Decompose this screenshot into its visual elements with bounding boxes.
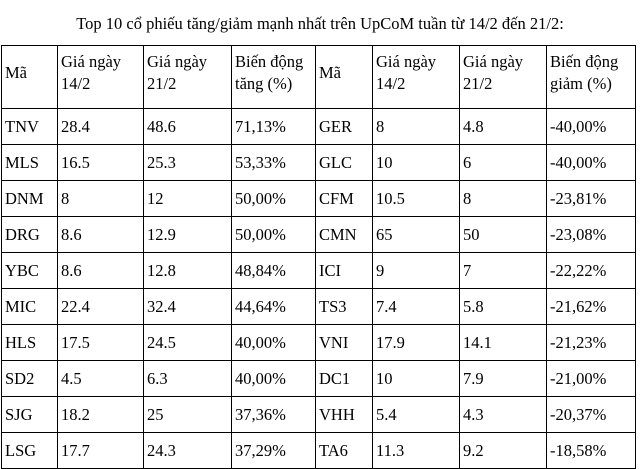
gain-code-cell: DNM bbox=[2, 181, 58, 217]
loss-code-cell: DC1 bbox=[316, 361, 373, 397]
loss-price-1402-cell: 10.5 bbox=[373, 181, 460, 217]
gain-change-cell: 40,00% bbox=[232, 361, 316, 397]
header-price-1402-loss: Giá ngày 14/2 bbox=[373, 46, 460, 109]
gain-change-cell: 37,36% bbox=[232, 397, 316, 433]
gain-price-1402-cell: 4.5 bbox=[58, 361, 144, 397]
loss-price-2102-cell: 5.8 bbox=[460, 289, 547, 325]
loss-price-1402-cell: 5.4 bbox=[373, 397, 460, 433]
table-title: Top 10 cổ phiếu tăng/giảm mạnh nhất trên UpCoM tuần từ 14/2 đến 21/2: bbox=[76, 14, 564, 33]
loss-code-cell: ICI bbox=[316, 253, 373, 289]
loss-code-cell: CMN bbox=[316, 217, 373, 253]
loss-price-2102-cell: 50 bbox=[460, 217, 547, 253]
loss-code-cell: GLC bbox=[316, 145, 373, 181]
gain-price-1402-cell: 22.4 bbox=[58, 289, 144, 325]
loss-price-2102-cell: 7.9 bbox=[460, 361, 547, 397]
loss-code-cell: GER bbox=[316, 109, 373, 145]
gain-code-cell: YBC bbox=[2, 253, 58, 289]
gain-price-2102-cell: 6.3 bbox=[144, 361, 232, 397]
gain-code-cell: LSG bbox=[2, 433, 58, 469]
gain-code-cell: SJG bbox=[2, 397, 58, 433]
loss-price-1402-cell: 10 bbox=[373, 145, 460, 181]
loss-change-cell: -21,62% bbox=[547, 289, 636, 325]
header-row bbox=[2, 46, 636, 109]
gain-change-cell: 40,00% bbox=[232, 325, 316, 361]
loss-change-cell: -40,00% bbox=[547, 109, 636, 145]
gain-price-2102-cell: 12.8 bbox=[144, 253, 232, 289]
table-row bbox=[2, 145, 636, 181]
loss-code-cell: CFM bbox=[316, 181, 373, 217]
loss-change-cell: -23,81% bbox=[547, 181, 636, 217]
loss-price-2102-cell: 6 bbox=[460, 145, 547, 181]
gain-change-cell: 71,13% bbox=[232, 109, 316, 145]
gain-code-cell: TNV bbox=[2, 109, 58, 145]
gain-price-2102-cell: 48.6 bbox=[144, 109, 232, 145]
loss-price-1402-cell: 9 bbox=[373, 253, 460, 289]
table-row bbox=[2, 109, 636, 145]
loss-price-1402-cell: 7.4 bbox=[373, 289, 460, 325]
header-code-loss: Mã bbox=[316, 46, 373, 109]
gain-code-cell: DRG bbox=[2, 217, 58, 253]
gain-price-2102-cell: 32.4 bbox=[144, 289, 232, 325]
gain-code-cell: SD2 bbox=[2, 361, 58, 397]
gain-code-cell: HLS bbox=[2, 325, 58, 361]
loss-price-2102-cell: 4.8 bbox=[460, 109, 547, 145]
gain-price-2102-cell: 25 bbox=[144, 397, 232, 433]
gain-change-cell: 50,00% bbox=[232, 181, 316, 217]
loss-price-2102-cell: 8 bbox=[460, 181, 547, 217]
loss-change-cell: -21,00% bbox=[547, 361, 636, 397]
loss-change-cell: -22,22% bbox=[547, 253, 636, 289]
table-row bbox=[2, 253, 636, 289]
table-row bbox=[2, 289, 636, 325]
gain-change-cell: 44,64% bbox=[232, 289, 316, 325]
gain-change-cell: 48,84% bbox=[232, 253, 316, 289]
loss-change-cell: -23,08% bbox=[547, 217, 636, 253]
gain-change-cell: 37,29% bbox=[232, 433, 316, 469]
loss-code-cell: TA6 bbox=[316, 433, 373, 469]
gain-price-1402-cell: 17.7 bbox=[58, 433, 144, 469]
table-row bbox=[2, 181, 636, 217]
loss-change-cell: -18,58% bbox=[547, 433, 636, 469]
table-row bbox=[2, 433, 636, 469]
header-code-gain: Mã bbox=[2, 46, 58, 109]
loss-price-2102-cell: 4.3 bbox=[460, 397, 547, 433]
gain-price-2102-cell: 24.3 bbox=[144, 433, 232, 469]
table-row bbox=[2, 217, 636, 253]
loss-price-2102-cell: 14.1 bbox=[460, 325, 547, 361]
loss-change-cell: -21,23% bbox=[547, 325, 636, 361]
gain-change-cell: 50,00% bbox=[232, 217, 316, 253]
header-change-gain: Biến động tăng (%) bbox=[232, 46, 316, 109]
table-row bbox=[2, 397, 636, 433]
gain-change-cell: 53,33% bbox=[232, 145, 316, 181]
loss-price-1402-cell: 65 bbox=[373, 217, 460, 253]
loss-price-1402-cell: 11.3 bbox=[373, 433, 460, 469]
gain-price-1402-cell: 18.2 bbox=[58, 397, 144, 433]
gain-price-2102-cell: 12.9 bbox=[144, 217, 232, 253]
gain-price-2102-cell: 24.5 bbox=[144, 325, 232, 361]
loss-code-cell: TS3 bbox=[316, 289, 373, 325]
loss-change-cell: -40,00% bbox=[547, 145, 636, 181]
gain-price-1402-cell: 17.5 bbox=[58, 325, 144, 361]
gain-code-cell: MIC bbox=[2, 289, 58, 325]
loss-code-cell: VNI bbox=[316, 325, 373, 361]
table-row bbox=[2, 361, 636, 397]
header-price-2102-gain: Giá ngày 21/2 bbox=[144, 46, 232, 109]
loss-change-cell: -20,37% bbox=[547, 397, 636, 433]
loss-price-1402-cell: 17.9 bbox=[373, 325, 460, 361]
loss-price-2102-cell: 7 bbox=[460, 253, 547, 289]
gain-price-2102-cell: 12 bbox=[144, 181, 232, 217]
gain-price-1402-cell: 8.6 bbox=[58, 253, 144, 289]
gain-price-2102-cell: 25.3 bbox=[144, 145, 232, 181]
loss-price-1402-cell: 8 bbox=[373, 109, 460, 145]
header-change-loss: Biến động giảm (%) bbox=[547, 46, 636, 109]
gain-price-1402-cell: 8 bbox=[58, 181, 144, 217]
gain-code-cell: MLS bbox=[2, 145, 58, 181]
loss-code-cell: VHH bbox=[316, 397, 373, 433]
loss-price-1402-cell: 10 bbox=[373, 361, 460, 397]
gain-price-1402-cell: 16.5 bbox=[58, 145, 144, 181]
table-row bbox=[2, 325, 636, 361]
gain-price-1402-cell: 28.4 bbox=[58, 109, 144, 145]
stock-table bbox=[1, 45, 636, 469]
header-price-2102-loss: Giá ngày 21/2 bbox=[460, 46, 547, 109]
gain-price-1402-cell: 8.6 bbox=[58, 217, 144, 253]
header-price-1402-gain: Giá ngày 14/2 bbox=[58, 46, 144, 109]
loss-price-2102-cell: 9.2 bbox=[460, 433, 547, 469]
